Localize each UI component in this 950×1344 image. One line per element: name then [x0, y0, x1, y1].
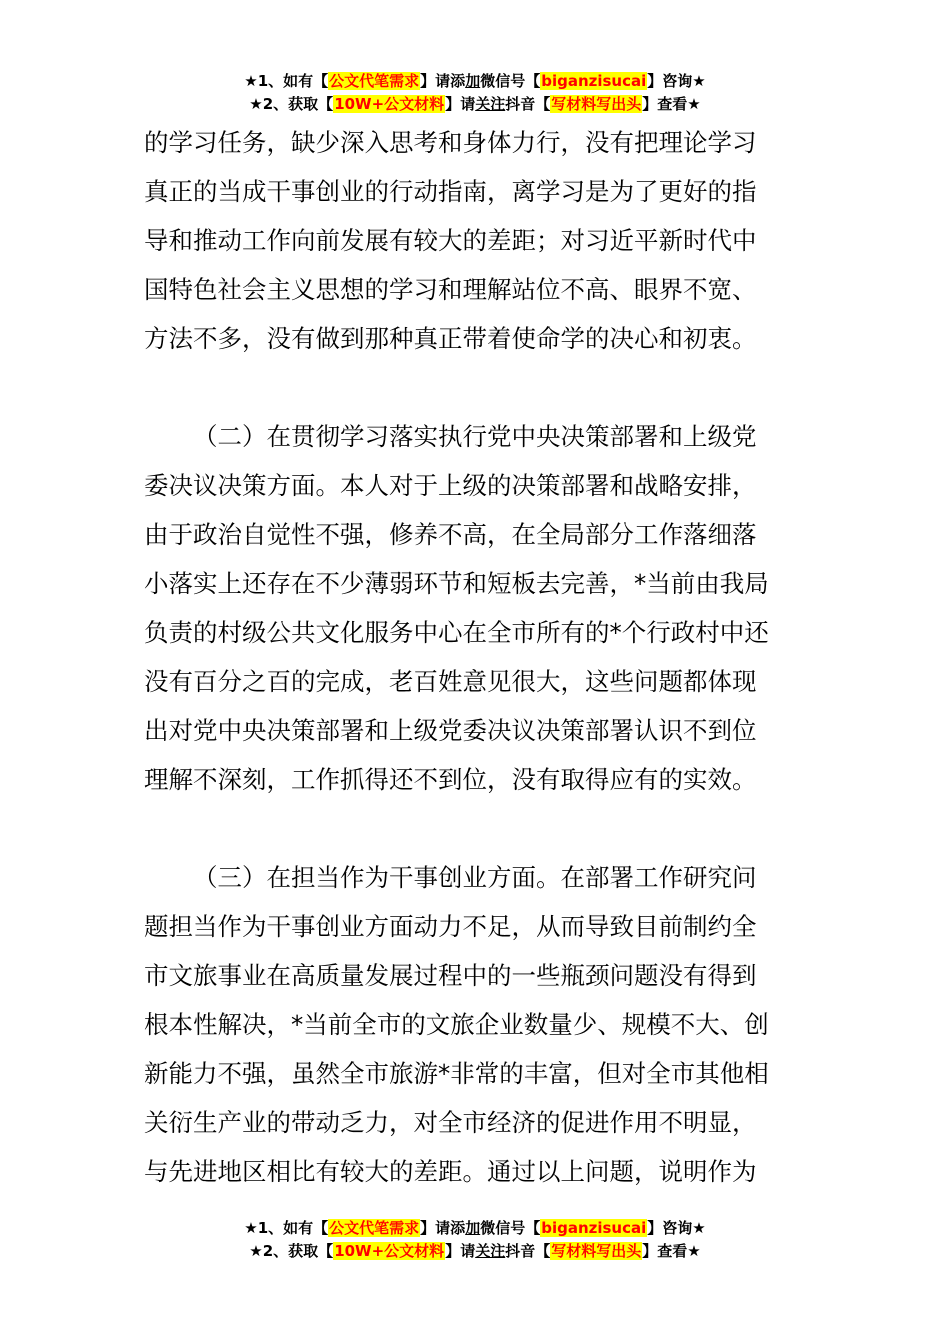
- banner-highlight: biganzisucai: [541, 72, 647, 90]
- banner-text: 】咨询★: [647, 1219, 706, 1237]
- text-line: 根本性解决，*当前全市的文旅企业数量少、规模不大、创: [144, 1010, 769, 1039]
- banner-text: ★1、如有【: [244, 1219, 329, 1237]
- banner-underline: 关注: [475, 1242, 506, 1260]
- text-line: 出对党中央决策部署和上级党委决议决策部署认识不到位: [144, 716, 757, 745]
- text-line: 没有百分之百的完成，老百姓意见很大，这些问题都体现: [144, 667, 757, 696]
- banner-text: 抖音【: [505, 95, 551, 113]
- text-line: 负责的村级公共文化服务中心在全市所有的*个行政村中还: [144, 618, 769, 647]
- banner-text: 】查看★: [642, 1242, 701, 1260]
- banner-text: 】查看★: [642, 95, 701, 113]
- banner-line-2: [0, 1240, 950, 1263]
- banner-highlight: 10W+公文材料: [334, 1242, 445, 1260]
- paragraph-2: [144, 412, 812, 804]
- banner-underline: 关注: [475, 95, 506, 113]
- paragraph-1: [144, 118, 812, 363]
- text-line: 的学习任务，缺少深入思考和身体力行，没有把理论学习: [144, 128, 757, 157]
- banner-text: 】请: [445, 95, 476, 113]
- text-line: 关衍生产业的带动乏力，对全市经济的促进作用不明显，: [144, 1108, 757, 1137]
- banner-underline: 加: [465, 1219, 481, 1237]
- banner-text: ★1、如有【: [244, 72, 329, 90]
- document-body: [144, 118, 812, 1196]
- banner-text: 】咨询★: [647, 72, 706, 90]
- banner-line-2: [0, 93, 950, 116]
- text-line: 由于政治自觉性不强，修养不高，在全局部分工作落细落: [144, 520, 757, 549]
- banner-text: 抖音【: [505, 1242, 551, 1260]
- banner-underline: 加: [465, 72, 481, 90]
- text-line: （三）在担当作为干事创业方面。在部署工作研究问: [193, 863, 757, 892]
- text-line: 导和推动工作向前发展有较大的差距；对习近平新时代中: [144, 226, 757, 255]
- text-line: 题担当作为干事创业方面动力不足，从而导致目前制约全: [144, 912, 757, 941]
- text-line: 理解不深刻，工作抓得还不到位，没有取得应有的实效。: [144, 765, 757, 794]
- banner-text: 】请添: [420, 1219, 466, 1237]
- banner-text: 】请: [445, 1242, 476, 1260]
- banner-highlight: 公文代笔需求: [329, 72, 420, 90]
- banner-line-1: [0, 1217, 950, 1240]
- banner-line-1: [0, 70, 950, 93]
- text-line: 委决议决策方面。本人对于上级的决策部署和战略安排，: [144, 471, 757, 500]
- banner-highlight: biganzisucai: [541, 1219, 647, 1237]
- banner-text: ★2、获取【: [249, 95, 334, 113]
- banner-text: 】请添: [420, 72, 466, 90]
- text-line: 真正的当成干事创业的行动指南，离学习是为了更好的指: [144, 177, 757, 206]
- banner-highlight: 公文代笔需求: [329, 1219, 420, 1237]
- text-line: 与先进地区相比有较大的差距。通过以上问题，说明作为: [144, 1157, 757, 1186]
- text-line: 方法不多，没有做到那种真正带着使命学的决心和初衷。: [144, 324, 757, 353]
- banner-text: 微信号【: [480, 1219, 541, 1237]
- header-banner: [0, 70, 950, 116]
- text-line: 新能力不强，虽然全市旅游*非常的丰富，但对全市其他相: [144, 1059, 769, 1088]
- footer-banner: [0, 1217, 950, 1263]
- text-line: 市文旅事业在高质量发展过程中的一些瓶颈问题没有得到: [144, 961, 757, 990]
- banner-highlight: 写材料写出头: [551, 95, 642, 113]
- text-line: 国特色社会主义思想的学习和理解站位不高、眼界不宽、: [144, 275, 757, 304]
- banner-text: ★2、获取【: [249, 1242, 334, 1260]
- paragraph-gap: [144, 804, 812, 853]
- paragraph-gap: [144, 363, 812, 412]
- banner-highlight: 写材料写出头: [551, 1242, 642, 1260]
- paragraph-3: [144, 853, 812, 1196]
- text-line: （二）在贯彻学习落实执行党中央决策部署和上级党: [193, 422, 757, 451]
- text-line: 小落实上还存在不少薄弱环节和短板去完善，*当前由我局: [144, 569, 769, 598]
- banner-highlight: 10W+公文材料: [334, 95, 445, 113]
- banner-text: 微信号【: [480, 72, 541, 90]
